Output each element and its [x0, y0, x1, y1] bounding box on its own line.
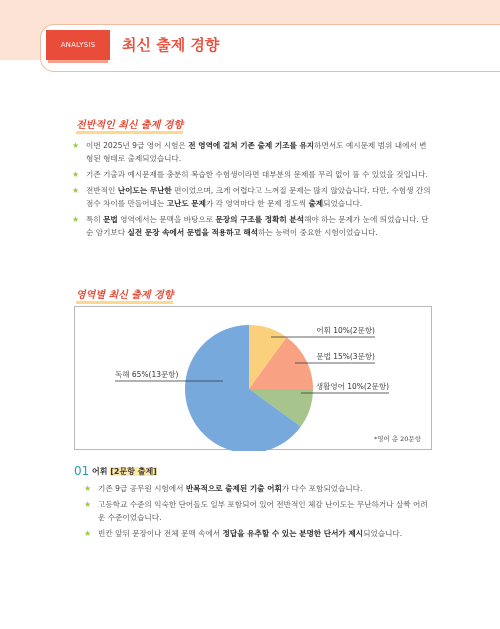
bullet-emphasis: 출제 [308, 199, 324, 208]
bullet-text: 하는 능력이 중요한 시험이었습니다. [258, 228, 378, 237]
bullet-item [84, 527, 434, 540]
section-title-overall-text: 전반적인 최신 출제 경향 [76, 120, 184, 131]
bullet-text: 편이었으며, 크게 어렵다고 느껴질 문제는 많지 않았습니다. 다만, 수험생 간의 점수 차이를 만들어내는 [86, 186, 431, 208]
chart-note: *영어 총 20문항 [373, 435, 421, 443]
star-icon: ★ [84, 484, 92, 493]
bullet-text: 되었습니다. [323, 199, 363, 208]
vocab-bullet-list [84, 482, 434, 543]
pie-chart-box [74, 306, 432, 450]
bullet-text: 가 다수 포함되었습니다. [281, 484, 363, 493]
bullet-text: 기존 기출과 예시문제를 충분히 복습한 수험생이라면 대부분의 문제를 무리 없이 풀 수 있었을 것입니다. [86, 170, 428, 179]
bullet-item [84, 482, 434, 495]
bullet-text: 전반적인 [86, 186, 118, 195]
tag-accent-bar [48, 60, 108, 63]
section-title-by-area [76, 286, 173, 301]
bullet-emphasis: 고난도 문제 [166, 199, 206, 208]
bullet-text: 이번 2025년 9급 영어 시험은 [86, 141, 189, 150]
bullet-emphasis: 실전 문장 속에서 문법을 적용하고 해석 [127, 228, 259, 237]
bullet-emphasis: 문장의 구조를 정확히 분석 [215, 215, 305, 224]
bullet-item [72, 168, 432, 181]
bullet-text: 특히 [86, 215, 104, 224]
bullet-text: 하면서도 예시문제 범위 내에서 변형된 형태로 출제되었습니다. [86, 141, 427, 163]
bullet-emphasis: 문법 [103, 215, 118, 224]
bullet-text: 가 각 영역마다 한 문제 정도씩 [205, 199, 309, 208]
pie-chart [75, 307, 433, 451]
bullet-item [72, 213, 432, 239]
title-underline [76, 131, 183, 134]
page-title: 최신 출제 경향 [122, 36, 220, 54]
star-icon: ★ [72, 186, 80, 195]
vocab-heading-count: [2문항 출제] [110, 467, 157, 476]
bullet-item [72, 184, 432, 210]
bullet-item [72, 139, 432, 165]
slice-label: 문법 15%(3문항) [316, 352, 375, 361]
bullet-text: 영역에서는 문맥을 바탕으로 [117, 215, 216, 224]
bullet-text: 되었습니다. [363, 529, 403, 538]
bullet-emphasis: 전 영역에 걸쳐 기존 출제 기조를 유지 [188, 141, 315, 150]
star-icon: ★ [72, 141, 80, 150]
section-title-by-area-text: 영역별 최신 출제 경향 [76, 290, 174, 301]
star-icon: ★ [84, 500, 92, 509]
star-icon: ★ [84, 529, 92, 538]
vocab-heading [92, 466, 157, 477]
bullet-emphasis: 정답을 유추할 수 있는 분명한 단서가 제시 [222, 529, 364, 538]
bullet-text: 빈칸 앞뒤 문장이나 전체 문맥 속에서 [98, 529, 223, 538]
slice-label: 독해 65%(13문항) [115, 370, 179, 379]
bullet-text: 기존 9급 공무원 시험에서 [98, 484, 186, 493]
section-title-overall [76, 116, 183, 131]
bullet-item [84, 498, 434, 524]
vocab-heading-label: 어휘 [92, 467, 111, 476]
star-icon: ★ [72, 215, 80, 224]
bullet-text: 고등학교 수준의 익숙한 단어들도 일부 포함되어 있어 전반적인 체감 난이도는 무난하거나 살짝 어려운 수준이었습니다. [98, 500, 428, 522]
slice-label: 어휘 10%(2문항) [316, 326, 375, 335]
bullet-emphasis: 반복적으로 출제된 기출 어휘 [185, 484, 282, 493]
analysis-tag: ANALYSIS [46, 30, 110, 60]
bullet-text: 해야 하는 문제가 눈에 띄었습니다. 단순 암기보다 [86, 215, 429, 237]
item-number: 01 [74, 464, 90, 478]
star-icon: ★ [72, 170, 80, 179]
overall-bullet-list [72, 139, 432, 242]
title-underline [76, 301, 173, 304]
bullet-emphasis: 난이도는 무난한 [117, 186, 172, 195]
slice-label: 생활영어 10%(2문항) [315, 382, 389, 391]
